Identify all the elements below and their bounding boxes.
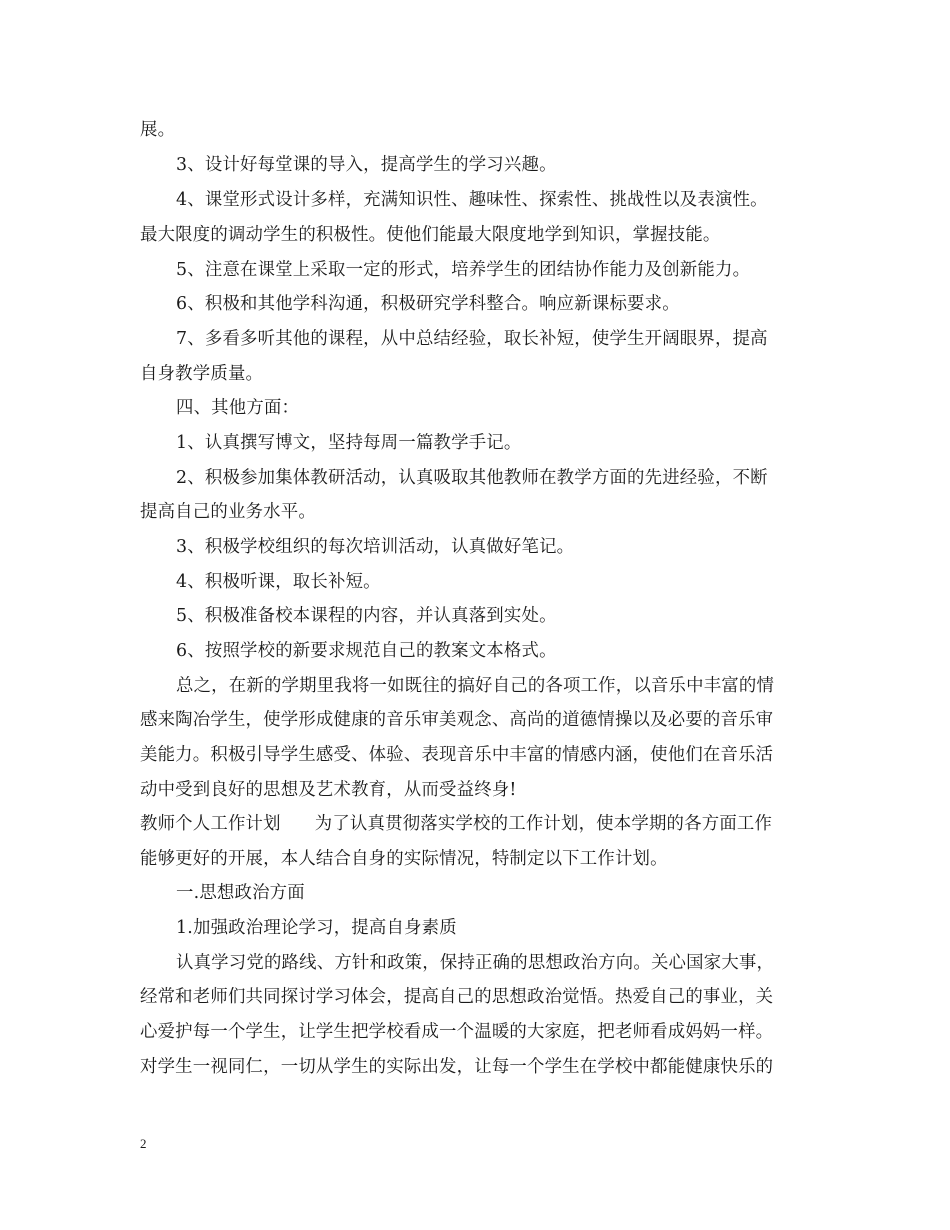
- text-line: 最大限度的调动学生的积极性。使他们能最大限度地学到知识，掌握技能。: [140, 225, 721, 245]
- text-line: 认真学习党的路线、方针和政策，保持正确的思想政治方向。关心国家大事，: [176, 953, 775, 973]
- text-line: 能够更好的开展，本人结合自身的实际情况，特制定以下工作计划。: [140, 849, 668, 869]
- text-line: 3、积极学校组织的每次培训活动，认真做好笔记。: [176, 537, 575, 557]
- subsection-heading: 1.加强政治理论学习，提高自身素质: [176, 918, 457, 938]
- text-line: 动中受到良好的思想及艺术教育，从而受益终身!: [140, 780, 517, 800]
- text-line: 6、积极和其他学科沟通，积极研究学科整合。响应新课标要求。: [176, 294, 680, 314]
- text-line: 美能力。积极引导学生感受、体验、表现音乐中丰富的情感内涵，使他们在音乐活: [140, 745, 774, 765]
- text-line: 5、注意在课堂上采取一定的形式，培养学生的团结协作能力及创新能力。: [176, 260, 751, 280]
- text-line: 3、设计好每堂课的导入，提高学生的学习兴趣。: [176, 155, 557, 175]
- text-line: 5、积极准备校本课程的内容，并认真落到实处。: [176, 606, 557, 626]
- page-number: 2: [140, 1136, 147, 1151]
- text-line: 4、课堂形式设计多样，充满知识性、趣味性、探索性、挑战性以及表演性。: [176, 190, 768, 210]
- text-line: 4、积极听课，取长补短。: [176, 572, 381, 592]
- text-line: 对学生一视同仁，一切从学生的实际出发，让每一个学生在学校中都能健康快乐的: [140, 1057, 774, 1077]
- text-line: 感来陶冶学生，使学形成健康的音乐审美观念、高尚的道德情操以及必要的音乐审: [140, 710, 774, 730]
- text-line: 提高自己的业务水平。: [140, 502, 316, 522]
- text-line: 2、积极参加集体教研活动，认真吸取其他教师在教学方面的先进经验，不断: [176, 468, 768, 488]
- text-line: 1、认真撰写博文，坚持每周一篇教学手记。: [176, 433, 522, 453]
- text-line: 6、按照学校的新要求规范自己的教案文本格式。: [176, 641, 557, 661]
- document-title: 教师个人工作计划: [140, 814, 281, 834]
- section-heading: 一.思想政治方面: [176, 883, 305, 903]
- section-heading: 四、其他方面：: [176, 398, 300, 418]
- text-line: 总之，在新的学期里我将一如既往的搞好自己的各项工作，以音乐中丰富的情: [176, 676, 775, 696]
- text-line: 经常和老师们共同探讨学习体会，提高自己的思想政治觉悟。热爱自己的事业，关: [140, 987, 774, 1007]
- text-line: 7、多看多听其他的课程，从中总结经验，取长补短，使学生开阔眼界，提高: [176, 329, 768, 349]
- title-line-text: 为了认真贯彻落实学校的工作计划，使本学期的各方面工作: [314, 814, 773, 834]
- title-line: [140, 812, 812, 836]
- text-line: 心爱护每一个学生，让学生把学校看成一个温暖的大家庭，把老师看成妈妈一样。: [140, 1022, 774, 1042]
- text-line: 自身教学质量。: [140, 364, 264, 384]
- text-line: 展。: [140, 120, 176, 140]
